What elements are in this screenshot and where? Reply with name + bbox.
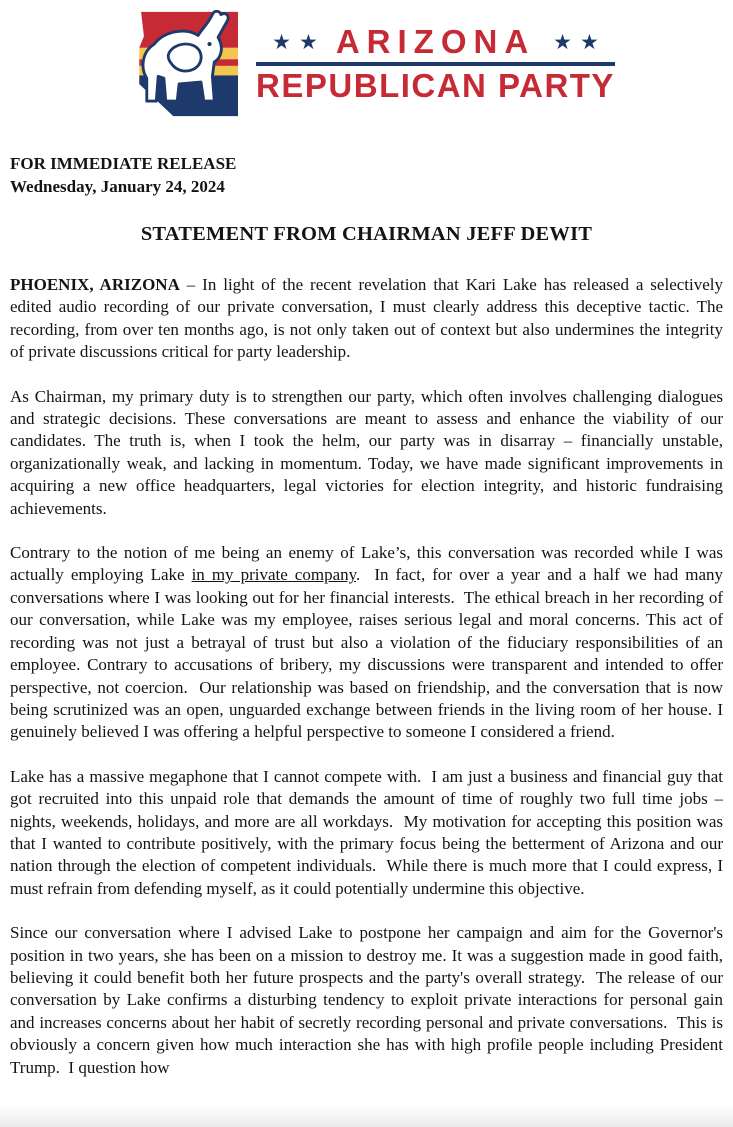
headline: STATEMENT FROM CHAIRMAN JEFF DEWIT: [140, 223, 593, 245]
star-icon: ★: [272, 29, 291, 54]
paragraph-5-text: Since our conversation where I advised Lake to postpone her campaign and aim for the Governor's position in two years, she has been on a mission to destroy me. It was a suggestion made in good faith, believing it could benefit both her future prospects and the party's overall strategy. The release of our conversation by Lake confirms a disturbing tendency to exploit private interactions for personal gain and increases concerns about her habit of secretly recording personal and private conversations. This is obviously a concern given how much interaction she has with high profile people including President Trump. I question how: [10, 923, 728, 1077]
logo-divider: [256, 62, 615, 66]
release-info: [10, 152, 723, 198]
logo-text-arizona: ARIZONA: [335, 22, 536, 60]
underlined-phrase: in my private company: [191, 565, 357, 585]
release-date: Wednesday, January 24, 2024: [10, 177, 225, 196]
paragraph-4: [10, 766, 728, 900]
paragraph-3-text: . In fact, for over a year and a half we had many conversations where I was looking out for her financial interests. The ethical breach in her recording of our conversation, while Lake was my employee, raises serious legal and moral concerns. This act of recording was not just a betrayal of trust but also a violation of the fiduciary responsibilities of an employee. Contrary to accusations of bribery, my discussions were transparent and intended to offer perspective, not coercion. Our relationship was based on friendship, and the conversation that is now being scrutinized was an open, unguarded exchange between friends in the living room of her house. I genuinely believed I was offering a helpful perspective to someone I considered a friend.: [10, 565, 728, 742]
letterhead: [0, 0, 733, 122]
star-icon: ★: [553, 29, 572, 54]
az-gop-elephant-logo: [118, 6, 244, 122]
dateline: PHOENIX, ARIZONA: [10, 275, 180, 294]
paragraph-2-text: As Chairman, my primary duty is to strengthen our party, which often involves challenging dialogues and strategic decisions. These conversations are meant to assess and enhance the viability of our candidates. The truth is, when I took the helm, our party was in disarray – financially unstable, organizationally weak, and lacking in momentum. Today, we have made significant improvements in acquiring a new office headquarters, legal victories for election integrity, and historic fundraising achievements.: [10, 386, 728, 518]
paragraph-4-text: Lake has a massive megaphone that I cannot compete with. I am just a business and financial guy that got recruited into this unpaid role that demands the amount of time of roughly two full time jobs – nights, weekends, holidays, and more are all workdays. My motivation for accepting this position was that I wanted to contribute positively, with the primary focus being the betterment of Arizona and our nation through the election of competent individuals. While there is much more that I could express, I must refrain from defending myself, as it could potentially undermine this objective.: [10, 766, 728, 898]
logo-wordmark-top-row: [272, 22, 599, 60]
logo-wordmark: [256, 22, 615, 104]
paragraph-1-text: – In light of the recent revelation that Kari Lake has released a selectively edited audio recording of our private conversation, I must clearly address this deceptive tactic. The recording, from over ten months ago, is not only taken out of context but also undermines the integrity of private discussions critical for party leadership.: [10, 275, 728, 362]
page-bottom-shade: [0, 1105, 733, 1127]
paragraph-1: [10, 274, 728, 364]
statement-body: [10, 274, 728, 1079]
paragraph-5: [10, 922, 728, 1079]
elephant-arizona-icon: [118, 6, 244, 122]
paragraph-3: [10, 542, 728, 744]
paragraph-2: [10, 386, 728, 520]
logo-text-republican-party: REPUBLICAN PARTY: [256, 66, 615, 104]
release-label: FOR IMMEDIATE RELEASE: [10, 154, 237, 173]
paragraph-3-text: Contrary to the notion of me being an enemy of Lake’s, this conversation was recorded while I was actually employing Lake: [10, 543, 728, 585]
star-icon: ★: [299, 29, 318, 54]
star-icon: ★: [579, 29, 599, 54]
